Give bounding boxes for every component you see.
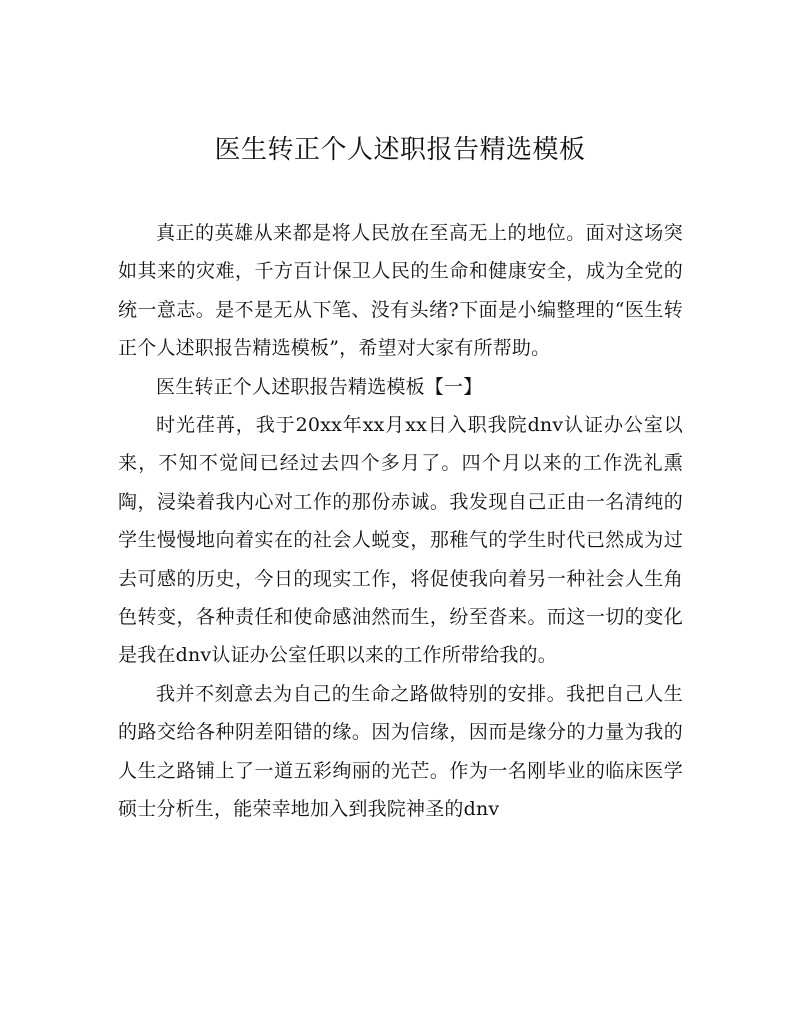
intro-paragraph: 真正的英雄从来都是将人民放在至高无上的地位。面对这场突如其来的灾难，千方百计保卫人民的生命和健康安全，成为全党的统一意志。是不是无从下笔、没有头绪?下面是小编整理的“医生转正个人述职报告精选模板”，希望对大家有所帮助。 xyxy=(118,222,683,360)
section-heading: 医生转正个人述职报告精选模板【一】 xyxy=(156,375,483,398)
body-paragraph: 我并不刻意去为自己的生命之路做特别的安排。我把自己人生的路交给各种阴差阳错的缘。因为信缘，因而是缘分的力量为我的人生之路铺上了一道五彩绚丽的光芒。作为一名刚毕业的临床医学硕士分析生，能荣幸地加入到我院神圣的dnv xyxy=(118,682,683,821)
document-title: 医生转正个人述职报告精选模板 xyxy=(214,135,586,165)
body-paragraph: 时光荏苒，我于20xx年xx月xx日入职我院dnv认证办公室以来，不知不觉间已经过去四个多月了。四个月以来的工作洗礼熏陶，浸染着我内心对工作的那份赤诚。我发现自己正由一名清纯的学生慢慢地向着实在的社会人蜕变，那稚气的学生时代已然成为过去可感的历史，今日的现实工作，将促使我向着另一种社会人生角色转变，各种责任和使命感油然而生，纷至沓来。而这一切的变化是我在dnv认证办公室任职以来的工作所带给我的。 xyxy=(118,414,683,667)
document-body xyxy=(118,214,683,829)
